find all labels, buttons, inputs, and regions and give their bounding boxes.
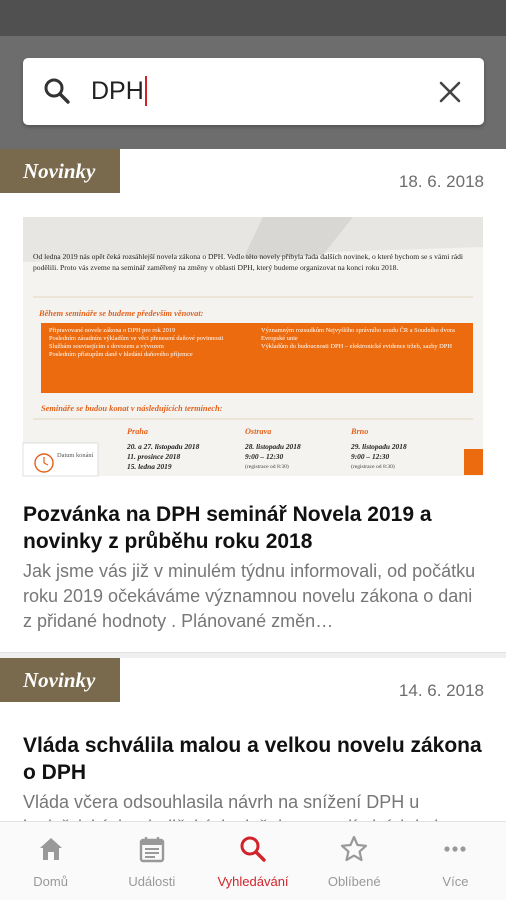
search-header — [0, 36, 506, 149]
image-intro-text: Od ledna 2019 nás opět čeká rozsáhlejší novela zákona o DPH. Vedle této novely přibyla řada dalších novinek, o které bychom se s vámi rádi podělili. Proto vás zveme na seminář zaměřený na změny v oblasti DPH, který budeme organizovat na konci roku 2018. — [33, 252, 464, 272]
image-city: Brno — [351, 427, 369, 436]
image-topic: Výkladům do budoucnosti DPH – elektronické evidence tržeb, sazby DPH — [261, 343, 452, 350]
article-card[interactable] — [0, 658, 506, 828]
article-excerpt: Jak jsme vás již v minulém týdnu informovali, od počátku roku 2019 očekáváme významnou novelu zákona o dani z přidané hodnoty . Plánované změn… — [23, 561, 476, 631]
image-city-date: 9:00 – 12:30 — [351, 452, 390, 461]
image-city: Praha — [127, 427, 148, 436]
star-icon — [339, 834, 369, 864]
category-tag: Novinky — [0, 658, 120, 702]
image-topic: Připravované novele zákona o DPH pro rok 2019 — [49, 327, 176, 334]
image-city-date: 29. listopadu 2018 — [351, 442, 407, 451]
nav-label: Více — [442, 874, 469, 889]
image-topic: Posledním zásadním výkladům ve věci přenesení daňové povinnosti — [49, 335, 224, 342]
image-city-date: 11. prosince 2018 — [127, 452, 181, 461]
article-date: 18. 6. 2018 — [398, 172, 484, 191]
nav-item-more[interactable] — [405, 822, 506, 900]
bottom-navigation — [0, 821, 506, 900]
article-excerpt: Vláda včera odsouhlasila návrh na snížení DPH u — [23, 792, 420, 812]
article-title[interactable]: Vláda schválila malou a velkou novelu zákona o DPH — [23, 734, 482, 784]
image-city-date: 15. ledna 2019 — [127, 462, 172, 471]
image-city-date: (registrace od 8:30) — [351, 464, 395, 470]
article-image — [23, 217, 483, 476]
image-topics-right — [261, 327, 466, 351]
more-icon — [440, 834, 470, 864]
search-box[interactable] — [23, 58, 484, 125]
text-caret — [145, 76, 147, 106]
nav-label: Domů — [33, 874, 68, 889]
image-city: Ostrava — [245, 427, 272, 436]
article-card[interactable] — [0, 149, 506, 652]
clear-icon[interactable] — [438, 80, 462, 104]
search-icon — [238, 834, 268, 864]
search-results-feed[interactable] — [0, 149, 506, 821]
image-city-date: (registrace od 8:30) — [245, 464, 289, 470]
image-topics-heading: Během semináře se budeme především věnovat: — [39, 309, 204, 318]
image-city-date: 20. a 27. listopadu 2018 — [127, 442, 200, 451]
image-topic: Posledním přístupům daně v hledání daňového příjemce — [49, 351, 193, 358]
search-icon — [43, 77, 71, 105]
nav-label: Vyhledávání — [217, 874, 289, 889]
nav-item-events[interactable] — [101, 822, 202, 900]
category-tag: Novinky — [0, 149, 120, 193]
image-dates-heading: Semináře se budou konat v následujících termínech: — [41, 404, 223, 413]
image-city-date: 9:00 – 12:30 — [245, 452, 284, 461]
image-topic: Významným rozsudkům Nejvyššího správního soudu ČR a Soudního dvora Evropské unie — [261, 327, 455, 342]
nav-label: Oblíbené — [327, 874, 381, 889]
image-topic: Službám souvisejícím s dovozem a vývozem — [49, 343, 164, 350]
nav-label: Události — [128, 874, 176, 889]
search-input[interactable]: DPH — [91, 76, 147, 107]
image-topics-left — [49, 327, 254, 359]
image-date-label: Datum konání — [57, 452, 94, 459]
nav-item-search[interactable] — [202, 822, 303, 900]
image-city-date: 28. listopadu 2018 — [245, 442, 301, 451]
nav-item-favorites[interactable] — [304, 822, 405, 900]
article-date: 14. 6. 2018 — [398, 681, 484, 700]
status-bar — [0, 0, 506, 36]
nav-item-home[interactable] — [0, 822, 101, 900]
image-orange-marker — [464, 449, 483, 475]
calendar-icon — [137, 834, 167, 864]
home-icon — [36, 834, 66, 864]
article-title[interactable]: Pozvánka na DPH seminář Novela 2019 a novinky z průběhu roku 2018 — [23, 503, 432, 553]
